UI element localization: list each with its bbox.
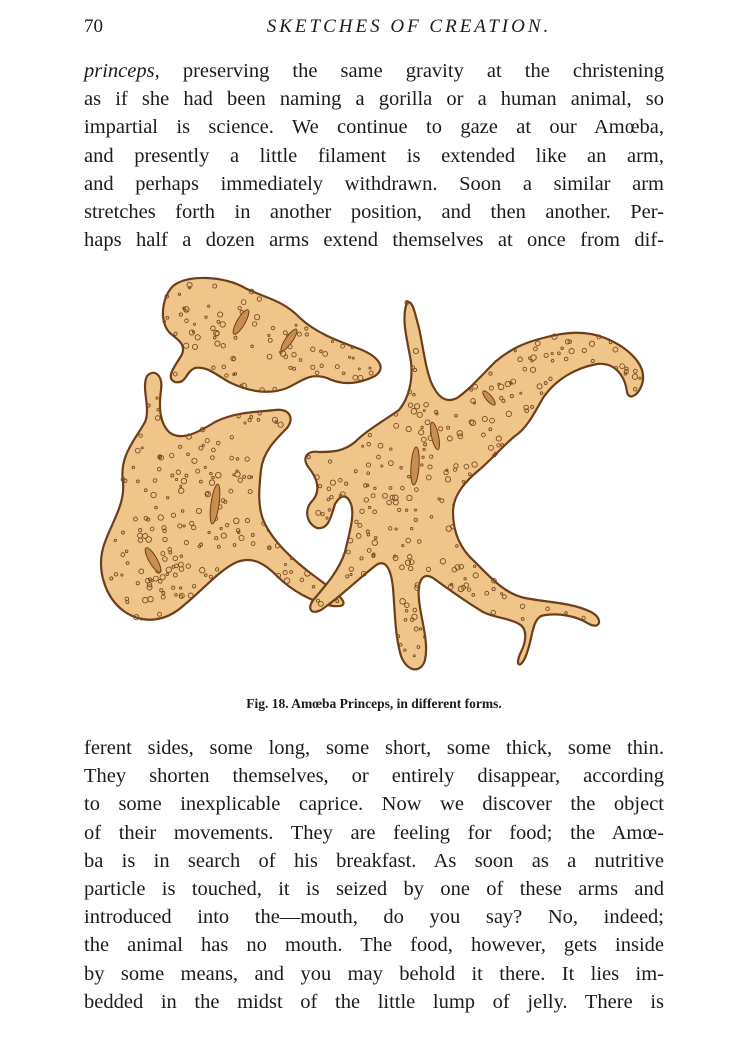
text-line: They shorten themselves, or entirely disappear, according: [84, 765, 664, 788]
body-text-bottom: [84, 734, 664, 1016]
amoeba-illustration: [95, 272, 655, 692]
italic-word: princeps: [84, 60, 155, 82]
text-line: bedded in the midst of the little lump of jelly. There is: [84, 990, 664, 1013]
text-line: haps half a dozen arms extend themselves at once from dif-: [84, 229, 664, 252]
amoeba-top-left: [163, 278, 381, 392]
body-text-top: [84, 57, 664, 254]
running-title: SKETCHES OF CREATION.: [266, 16, 552, 37]
text-line: and perhaps immediately withdrawn. Soon a similar arm: [84, 172, 664, 195]
text-line: introduced into the—mouth, do you say? No, indeed;: [84, 906, 664, 929]
text-line: the animal has no mouth. The food, however, gets inside: [84, 934, 664, 957]
text-line: of their movements. They are feeling for food; the Amœ-: [84, 821, 664, 844]
text-line: ferent sides, some long, some short, some thick, some thin.: [84, 737, 664, 759]
figure-caption: Fig. 18. Amœba Princeps, in different forms.: [246, 696, 502, 711]
text-line-rest: , preserving the same gravity at the christening: [154, 60, 664, 82]
text-line: and presently a little filament is extended like an arm,: [84, 144, 664, 167]
text-line: by some means, and you may behold it there. It lies im-: [84, 962, 664, 985]
text-line: to some inexplicable caprice. Now we discover the object: [84, 793, 664, 816]
text-line: [84, 57, 664, 85]
text-line: impartial is science. We continue to gaze at our Amœba,: [84, 116, 664, 139]
text-line: particle is touched, it is seized by one of these arms and: [84, 877, 664, 900]
page-header: [84, 16, 664, 44]
page-number: 70: [84, 16, 103, 37]
amoeba-left: [101, 373, 343, 620]
text-line: ba is in search of his breakfast. As soon as a nutritive: [84, 849, 664, 872]
text-line: stretches forth in another position, and then another. Per-: [84, 200, 664, 223]
text-line: as if she had been naming a gorilla or a human animal, so: [84, 88, 664, 111]
